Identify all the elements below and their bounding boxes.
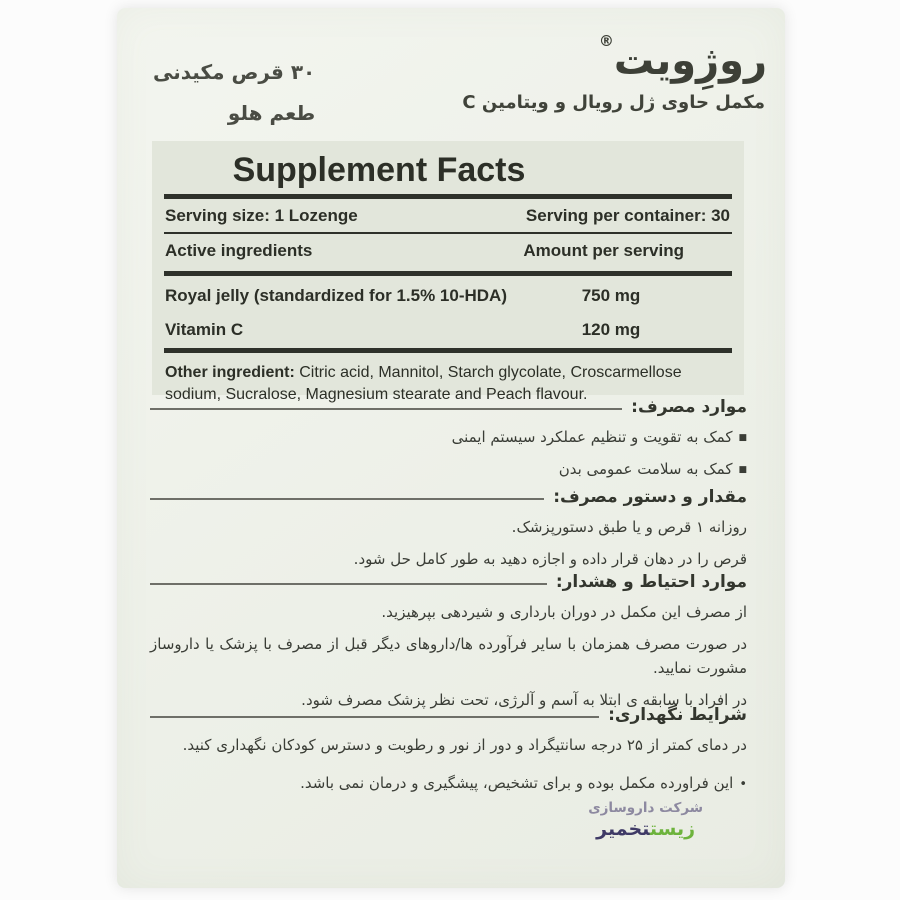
square-bullet-icon: ■ [738,465,747,475]
section-item [150,771,747,796]
section-item: در افراد با سابقه ی ابتلا به آسم و آلرژی، تحت نظر پزشک مصرف شود. [301,691,747,709]
item-text: این فراورده مکمل بوده و برای تشخیص، پیشگیری و درمان نمی باشد. [300,774,734,792]
section-storage [150,705,747,796]
section-heading: موارد مصرف: [631,397,747,417]
section-item [150,425,747,449]
servings-per-container: Serving per container: 30 [525,206,730,225]
brand-name [462,31,767,84]
supplement-facts-title: Supplement Facts [232,151,526,189]
section-heading-row [150,397,747,417]
section-item: از مصرف این مکمل در دوران بارداری و شیردهی بپرهیزید. [381,603,747,621]
ingredient-amount: 750 mg [581,286,641,305]
brand-block [462,31,767,113]
column-header-row [162,234,734,267]
registered-trademark-symbol: ® [598,31,614,50]
item-text: کمک به سلامت عمومی بدن [558,460,733,478]
section-rule [150,408,622,410]
logo-takhmir-text: تخمیر [596,818,650,841]
item-text: کمک به تقویت و تنظیم عملکرد سیستم ایمنی [451,428,733,446]
section-dosage [150,487,747,571]
column-amount-per-serving: Amount per serving [523,241,684,260]
section-item [150,457,747,481]
serving-row [162,199,734,232]
brand-text: روژِویت [613,38,767,84]
section-item: قرص را در دهان قرار داده و اجازه دهید به طور کامل حل شود. [353,550,747,568]
section-heading: مقدار و دستور مصرف: [553,487,747,507]
section-rule [150,716,599,718]
column-active-ingredients: Active ingredients [165,241,313,260]
serving-size: Serving size: 1 Lozenge [165,206,358,225]
section-item: در دمای کمتر از ۲۵ درجه سانتیگراد و دور از نور و رطوبت و دسترس کودکان نگهداری کنید. [182,736,747,754]
logo-zist-text: زیست [649,818,696,841]
ingredient-name: Vitamin C [165,320,244,339]
ingredient-name: Royal jelly (standardized for 1.5% 10-HDA) [165,286,507,305]
section-heading: موارد احتیاط و هشدار: [555,572,747,592]
dot-bullet-icon: • [739,777,747,792]
ingredient-amount: 120 mg [581,320,641,339]
section-rule [150,498,544,500]
flavor-label: طعم هلو [227,101,316,125]
section-heading-row [150,572,747,592]
section-indications [150,397,747,481]
package-info [153,60,315,125]
supplement-facts-inner [152,141,744,414]
section-rule [150,583,547,585]
section-heading-row [150,705,747,725]
ingredient-row-royal-jelly [162,276,734,310]
square-bullet-icon: ■ [738,433,747,443]
product-label-card [117,8,785,888]
manufacturer-logo [588,800,703,841]
lozenge-count: ۳۰ قرص مکیدنی [153,60,316,84]
manufacturer-company-line: شرکت داروسازی [588,800,703,816]
supplement-facts-panel [152,141,744,404]
section-warnings [150,572,747,712]
brand-subtitle: مکمل حاوی ژل رویال و ویتامین C [462,92,765,113]
section-item: در صورت مصرف همزمان با سایر فرآورده ها/داروهای دیگر قبل از مصرف با پزشک یا داروساز مشورت نمایید. [150,635,747,677]
other-ingredients-text: Citric acid, Mannitol, Starch glycolate, Croscarmellose sodium, Sucralose, Magnesium stearate and Peach flavour. [165,364,682,404]
other-ingredients-label: Other ingredient: [165,364,295,381]
manufacturer-brand-line [588,818,703,841]
section-heading-row [150,487,747,507]
section-heading: شرایط نگهداری: [608,705,747,725]
ingredient-row-vitamin-c [162,310,734,344]
section-item: روزانه ۱ قرص و یا طبق دستورپزشک. [511,518,747,536]
